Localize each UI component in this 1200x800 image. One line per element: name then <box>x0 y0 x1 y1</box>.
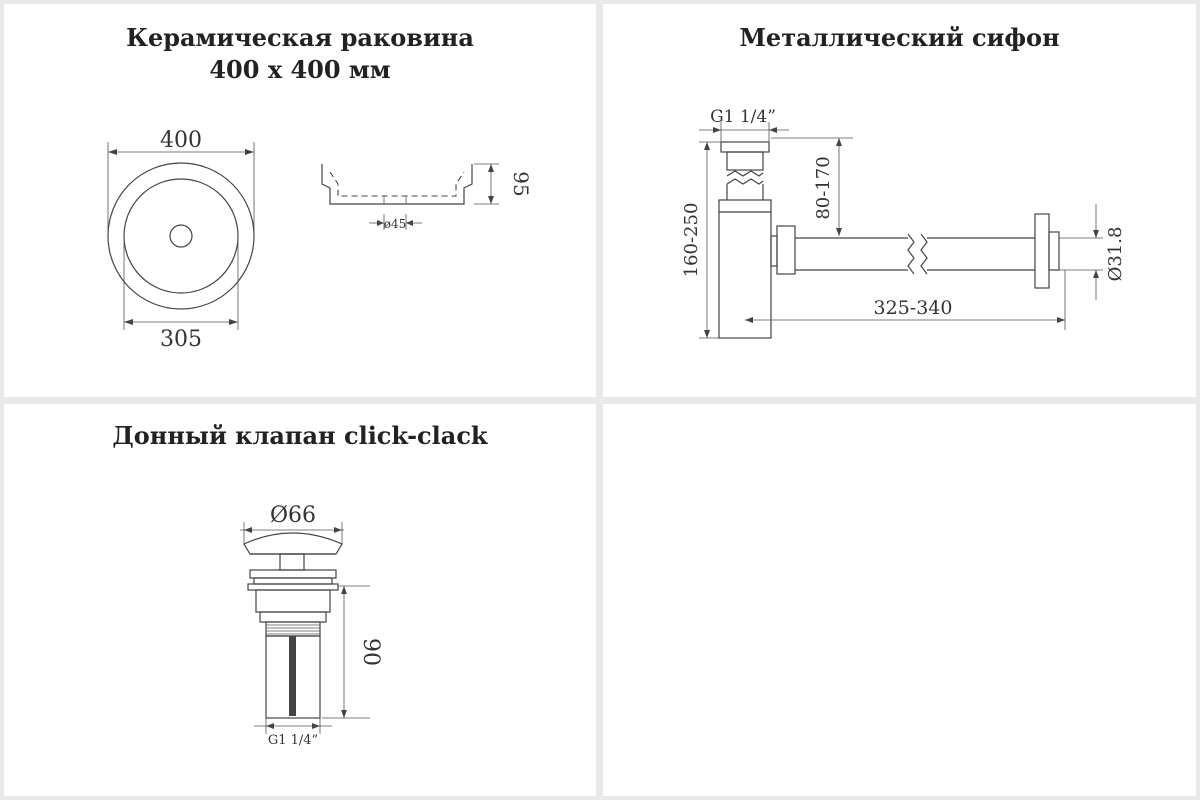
dim-siphon-adjust: 80-170 <box>813 156 834 220</box>
valve-cap <box>244 533 342 554</box>
sink-drain-hole <box>170 225 192 247</box>
sink-drawing <box>4 4 596 397</box>
dim-valve-height: 90 <box>358 638 383 666</box>
valve-title: Донный клапан click-clack <box>112 421 488 450</box>
dim-valve-cap: Ø66 <box>269 503 317 528</box>
dim-sink-height: 95 <box>509 171 533 197</box>
drain-valve-drawing <box>4 404 596 796</box>
panel-ceramic-sink <box>4 4 596 397</box>
sink-inner-circle <box>124 179 238 293</box>
sink-title-line2: 400 х 400 мм <box>209 55 391 84</box>
sink-title-line1: Керамическая раковина <box>126 23 474 52</box>
panel-metal-siphon <box>603 4 1196 397</box>
panel-empty <box>603 404 1196 796</box>
dim-valve-thread: G1 1/4” <box>267 733 319 748</box>
dim-sink-inner: 305 <box>160 327 202 352</box>
sink-outer-circle <box>108 163 254 309</box>
sink-top-view-drawing <box>108 128 254 352</box>
dim-sink-drain: ø45 <box>383 217 407 231</box>
panel-click-clack-valve <box>4 404 596 796</box>
valve-spindle <box>289 636 296 716</box>
siphon-title: Металлический сифон <box>739 23 1060 52</box>
dim-sink-outer: 400 <box>160 128 202 153</box>
dim-siphon-thread: G1 1/4” <box>710 107 776 127</box>
dim-siphon-height: 160-250 <box>681 202 702 278</box>
siphon-drawing <box>603 4 1196 397</box>
dim-siphon-pipe: Ø31.8 <box>1105 226 1126 282</box>
sink-side-view-drawing <box>322 164 533 231</box>
sink-side-outline <box>322 164 472 204</box>
dim-siphon-length: 325-340 <box>873 297 953 319</box>
